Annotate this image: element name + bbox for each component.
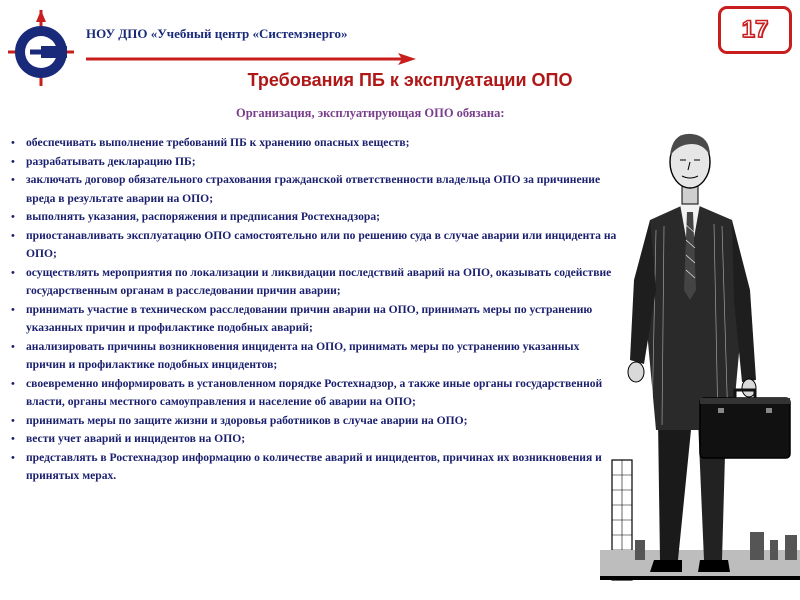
bullet-icon: • [11, 229, 15, 242]
page-number-badge [718, 6, 792, 54]
bullet-icon: • [11, 174, 15, 186]
list-item [8, 134, 618, 153]
bullet-icon: • [11, 433, 15, 445]
list-item-text: анализировать причины возникновения инцидента на ОПО, принимать меры по устранению указанных причин и профилактике подобных инцидентов; [26, 339, 580, 371]
list-item [8, 449, 618, 486]
bullet-icon: • [11, 377, 15, 390]
bullet-icon: • [11, 266, 15, 279]
list-item [8, 412, 618, 431]
bullet-icon: • [11, 451, 15, 464]
slide-title: Требования ПБ к эксплуатации ОПО [247, 70, 573, 90]
list-item-text: принимать меры по защите жизни и здоровья работников в случае аварии на ОПО; [26, 413, 468, 427]
list-item-text: представлять в Ростехнадзор информацию о количестве аварий и инцидентов, причинах их возникновения и принятых мерах. [26, 450, 602, 482]
list-item-text: осуществлять мероприятия по локализации и ликвидации последствий аварий на ОПО, оказывать содействие государственным органам в расследовании причин аварии; [26, 265, 612, 297]
list-item [8, 430, 618, 449]
list-item [8, 153, 618, 172]
bullet-icon: • [11, 340, 15, 353]
list-item-text: вести учет аварий и инцидентов на ОПО; [26, 432, 246, 445]
list-item [8, 338, 618, 375]
list-item-text: разрабатывать декларацию ПБ; [26, 154, 196, 168]
list-item-text: обеспечивать выполнение требований ПБ к хранению опасных веществ; [26, 136, 410, 149]
list-item [8, 264, 618, 301]
systemenergo-logo-icon [6, 8, 76, 88]
businessman-with-briefcase-icon [600, 120, 800, 590]
list-item-text: заключать договор обязательного страхования гражданской ответственности владельца ОПО за причинение вреда в результате аварии на ОПО; [26, 173, 601, 205]
list-item-text: выполнять указания, распоряжения и предписания Ростехнадзора; [26, 210, 380, 223]
list-item [8, 375, 618, 412]
list-item [8, 171, 618, 208]
obligations-list [8, 134, 618, 486]
list-item [8, 301, 618, 338]
list-item [8, 208, 618, 227]
list-item-text: приостанавливать эксплуатацию ОПО самостоятельно или по решению суда в случае аварии или инцидента на ОПО; [26, 228, 617, 260]
bullet-icon: • [11, 303, 15, 316]
page-number: 17 [741, 16, 769, 43]
bullet-icon: • [11, 137, 15, 149]
list-item [8, 227, 618, 264]
header-arrow-icon [86, 52, 416, 66]
list-item-text: своевременно информировать в установленном порядке Ростехнадзор, а также иные органы государственной власти, органы местного самоуправления и население об аварии на ОПО; [26, 376, 603, 408]
bullet-icon: • [11, 414, 15, 427]
list-item-text: принимать участие в техническом расследовании причин аварии на ОПО, принимать меры по устранению указанных причин и профилактике подобных аварий; [26, 302, 593, 334]
organization-name: НОУ ДПО «Учебный центр «Системэнерго» [86, 26, 348, 41]
slide-subtitle: Организация, эксплуатирующая ОПО обязана: [236, 106, 505, 120]
bullet-icon: • [11, 211, 15, 223]
bullet-icon: • [11, 155, 15, 168]
